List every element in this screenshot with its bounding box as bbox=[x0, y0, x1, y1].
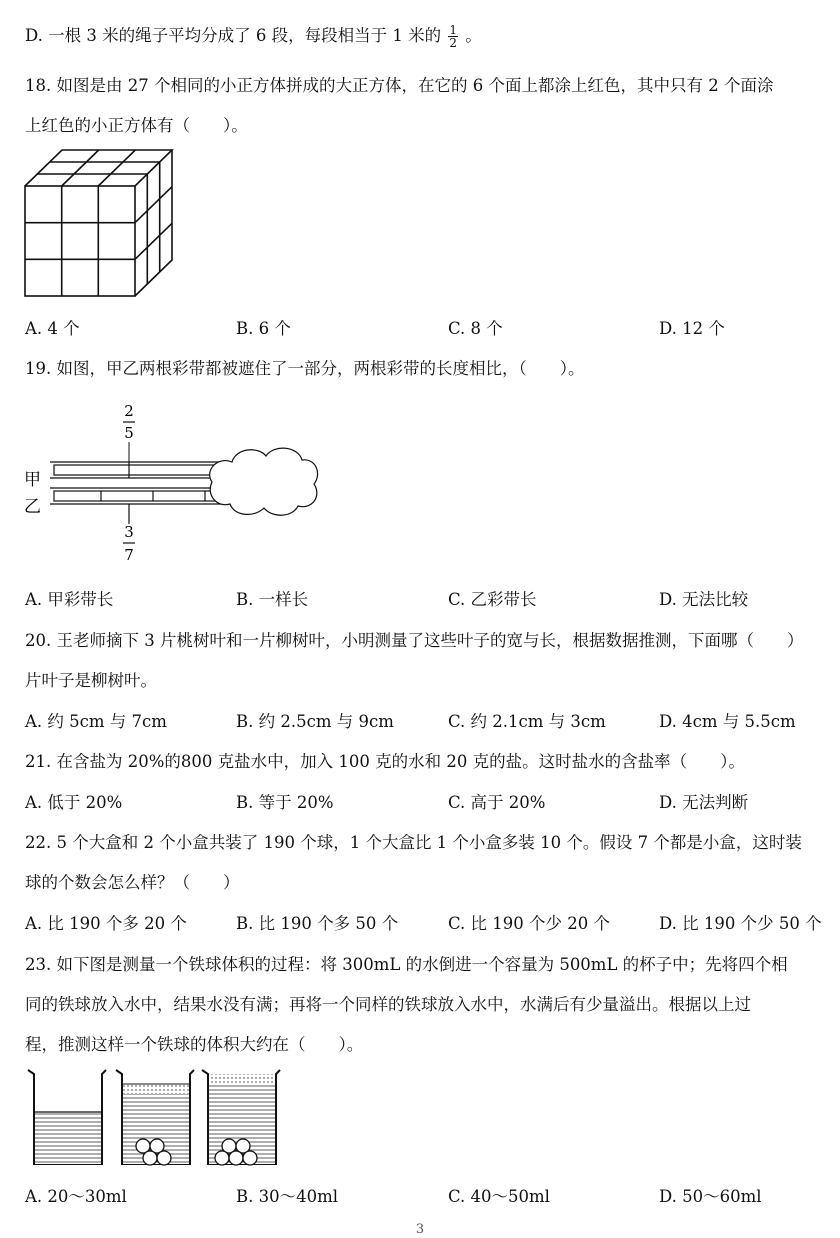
q21-option-d[interactable]: D. 无法判断 bbox=[659, 793, 749, 812]
top-fraction-denominator: 5 bbox=[124, 424, 134, 442]
beaker-3 bbox=[202, 1070, 280, 1165]
beaker-2 bbox=[116, 1070, 194, 1165]
bottom-fraction-denominator: 7 bbox=[124, 546, 134, 564]
label-jia: 甲 bbox=[24, 470, 41, 490]
cloud-cover bbox=[210, 448, 318, 515]
q22-stem-line2: 球的个数会怎么样？（ ） bbox=[25, 873, 240, 892]
beaker-1 bbox=[28, 1070, 106, 1164]
q22-option-d[interactable]: D. 比 190 个少 50 个 bbox=[659, 914, 822, 933]
fraction-numerator: 1 bbox=[449, 23, 457, 37]
q17-option-d bbox=[25, 22, 482, 49]
q23-option-c[interactable]: C. 40～50ml bbox=[448, 1187, 550, 1206]
q17-end-mark: 。 bbox=[465, 26, 482, 45]
q18-option-d[interactable]: D. 12 个 bbox=[659, 319, 725, 338]
q23-option-d[interactable]: D. 50～60ml bbox=[659, 1187, 762, 1206]
top-fraction-numerator: 2 bbox=[124, 402, 134, 420]
q23-stem-line3: 程，推测这样一个铁球的体积大约在（ ）。 bbox=[25, 1035, 364, 1054]
fraction-denominator: 2 bbox=[449, 36, 457, 50]
q18-option-b[interactable]: B. 6 个 bbox=[236, 319, 291, 338]
q23-option-a[interactable]: A. 20～30ml bbox=[25, 1187, 127, 1206]
page-number: 3 bbox=[415, 1222, 425, 1237]
q18-stem-line1: 18. 如图是由 27 个相同的小正方体拼成的大正方体，在它的 6 个面上都涂上红色，其中只有 2 个面涂 bbox=[25, 76, 774, 95]
q21-stem-line1: 21. 在含盐为 20%的800 克盐水中，加入 100 克的水和 20 克的盐。这时盐水的含盐率（ ）。 bbox=[25, 752, 745, 771]
q21-option-b[interactable]: B. 等于 20% bbox=[236, 793, 334, 812]
q22-option-a[interactable]: A. 比 190 个多 20 个 bbox=[25, 914, 187, 933]
q22-stem-line1: 22. 5 个大盒和 2 个小盒共装了 190 个球，1 个大盒比 1 个小盒多装 10 个。假设 7 个都是小盒，这时装 bbox=[25, 833, 802, 852]
q19-stem-line1: 19. 如图，甲乙两根彩带都被遮住了一部分，两根彩带的长度相比，（ ）。 bbox=[25, 359, 585, 378]
q17-option-d-text: D. 一根 3 米的绳子平均分成了 6 段，每段相当于 1 米的 bbox=[25, 26, 442, 45]
beakers-figure bbox=[26, 1068, 286, 1168]
q21-option-a[interactable]: A. 低于 20% bbox=[25, 793, 123, 812]
q23-stem-line1: 23. 如下图是测量一个铁球体积的过程：将 300mL 的水倒进一个容量为 500mL 的杯子中；先将四个相 bbox=[25, 955, 788, 974]
q20-option-c[interactable]: C. 约 2.1cm 与 3cm bbox=[448, 712, 606, 731]
q23-stem-line2: 同的铁球放入水中，结果水没有满；再将一个同样的铁球放入水中，水满后有少量溢出。根据以上过 bbox=[25, 995, 751, 1014]
q19-option-b[interactable]: B. 一样长 bbox=[236, 590, 309, 609]
q22-option-b[interactable]: B. 比 190 个多 50 个 bbox=[236, 914, 399, 933]
fraction-one-half bbox=[448, 24, 458, 49]
q20-stem-line2: 片叶子是柳树叶。 bbox=[25, 671, 157, 690]
q18-option-c[interactable]: C. 8 个 bbox=[448, 319, 503, 338]
q21-option-c[interactable]: C. 高于 20% bbox=[448, 793, 546, 812]
q18-stem-line2: 上红色的小正方体有（ ）。 bbox=[25, 116, 248, 135]
q22-option-c[interactable]: C. 比 190 个少 20 个 bbox=[448, 914, 610, 933]
q20-option-a[interactable]: A. 约 5cm 与 7cm bbox=[25, 712, 167, 731]
ribbon-figure bbox=[22, 400, 322, 570]
cube-figure bbox=[24, 148, 176, 298]
q19-option-a[interactable]: A. 甲彩带长 bbox=[25, 590, 114, 609]
q19-option-d[interactable]: D. 无法比较 bbox=[659, 590, 749, 609]
q18-option-a[interactable]: A. 4 个 bbox=[25, 319, 80, 338]
label-yi: 乙 bbox=[24, 497, 41, 517]
q19-option-c[interactable]: C. 乙彩带长 bbox=[448, 590, 537, 609]
bottom-fraction-numerator: 3 bbox=[124, 523, 134, 541]
q20-option-d[interactable]: D. 4cm 与 5.5cm bbox=[659, 712, 796, 731]
q23-option-b[interactable]: B. 30～40ml bbox=[236, 1187, 339, 1206]
q20-option-b[interactable]: B. 约 2.5cm 与 9cm bbox=[236, 712, 394, 731]
q20-stem-line1: 20. 王老师摘下 3 片桃树叶和一片柳树叶，小明测量了这些叶子的宽与长，根据数据推测，下面哪（ ） bbox=[25, 631, 804, 650]
